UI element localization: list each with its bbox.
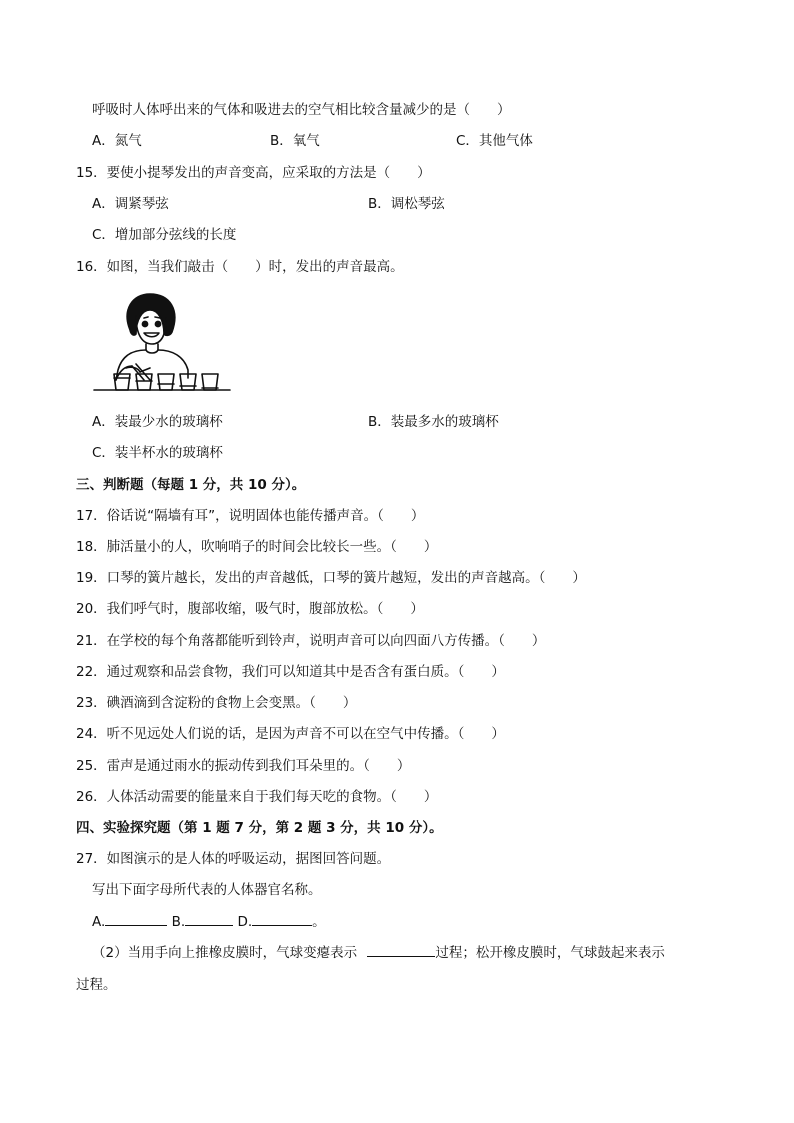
q14-option-a: A．氮气: [92, 133, 142, 149]
q25: 25．雷声是通过雨水的振动传到我们耳朵里的。（ ）: [76, 758, 411, 774]
fill-line-end: 。: [312, 914, 326, 930]
label-a: A.: [92, 914, 106, 930]
blank-exhale[interactable]: [367, 944, 435, 957]
q26: 26．人体活动需要的能量来自于我们每天吃的食物。（ ）: [76, 789, 438, 805]
q27-sub2: [92, 944, 665, 962]
q15-stem: 15．要使小提琴发出的声音变高，应采取的方法是（ ）: [76, 165, 431, 181]
q27-stem: 27．如图演示的是人体的呼吸运动，据图回答问题。: [76, 851, 391, 867]
section-4-heading: 四、实验探究题（第 1 题 7 分，第 2 题 3 分，共 10 分）。: [76, 820, 443, 836]
blank-d[interactable]: [252, 913, 312, 926]
q27-sub2-end: 过程。: [76, 977, 117, 993]
q24: 24．听不见远处人们说的话，是因为声音不可以在空气中传播。（ ）: [76, 726, 505, 742]
label-d: D.: [237, 914, 253, 930]
q18: 18．肺活量小的人，吹响哨子的时间会比较长一些。（ ）: [76, 539, 438, 555]
q14-stem: 呼吸时人体呼出来的气体和吸进去的空气相比较含量减少的是（ ）: [92, 102, 511, 118]
q22: 22．通过观察和品尝食物，我们可以知道其中是否含有蛋白质。（ ）: [76, 664, 505, 680]
q16-option-c: C．装半杯水的玻璃杯: [92, 445, 223, 461]
q21: 21．在学校的每个角落都能听到铃声，说明声音可以向四面八方传播。（ ）: [76, 633, 546, 649]
section-3-heading: 三、判断题（每题 1 分，共 10 分）。: [76, 477, 306, 493]
q27-sub2-part1: （2）当用手向上推橡皮膜时，气球变瘪表示: [92, 945, 358, 961]
q17: 17．俗话说“隔墙有耳”，说明固体也能传播声音。（ ）: [76, 508, 425, 524]
q20: 20．我们呼气时，腹部收缩，吸气时，腹部放松。（ ）: [76, 601, 424, 617]
q15-option-a: A．调紧琴弦: [92, 196, 169, 212]
q16-option-b: B．装最多水的玻璃杯: [368, 414, 499, 430]
q15-option-b: B．调松琴弦: [368, 196, 445, 212]
q16-stem: 16．如图，当我们敲击（ ）时，发出的声音最高。: [76, 259, 404, 275]
blank-b[interactable]: [185, 913, 233, 926]
label-b: B.: [171, 914, 186, 930]
blank-a[interactable]: [105, 913, 167, 926]
q15-option-c: C．增加部分弦线的长度: [92, 227, 237, 243]
girl-tapping-glasses-illustration: [92, 290, 232, 398]
q19: 19．口琴的簧片越长，发出的声音越低，口琴的簧片越短，发出的声音越高。（ ）: [76, 570, 586, 586]
q27-sub1: 写出下面字母所代表的人体器官名称。: [92, 882, 322, 898]
q14-option-c: C．其他气体: [456, 133, 533, 149]
q27-sub2-part2: 过程；松开橡皮膜时，气球鼓起来表示: [435, 945, 665, 961]
q14-option-b: B．氧气: [270, 133, 320, 149]
q27-fill-line: [92, 913, 326, 931]
q23: 23．碘酒滴到含淀粉的食物上会变黑。（ ）: [76, 695, 357, 711]
q16-option-a: A．装最少水的玻璃杯: [92, 414, 223, 430]
